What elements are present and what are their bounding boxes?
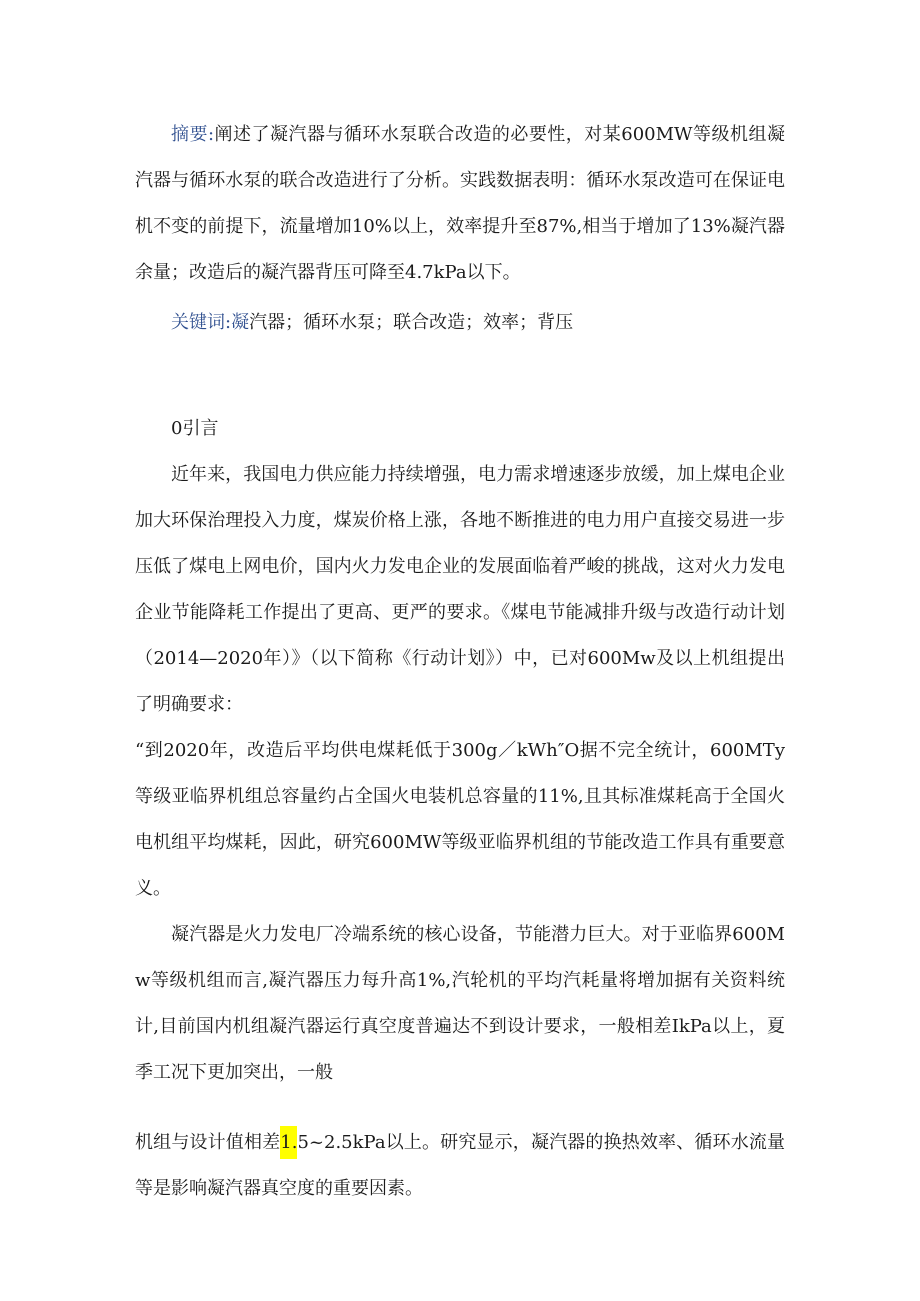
abstract-text: 阐述了凝汽器与循环水泵联合改造的必要性，对某600MW等级机组凝汽器与循环水泵的联合改造进行了分析。实践数据表明：循环水泵改造可在保证电机不变的前提下，流量增加10%以上，效率提升至87%,相当于增加了13%凝汽器余量；改造后的凝汽器背压可降至4.7kPa以下。 xyxy=(135,124,785,283)
abstract-label: 摘要: xyxy=(171,124,215,145)
abstract-paragraph xyxy=(135,112,785,296)
paragraph-gap xyxy=(135,1096,785,1120)
keywords-first-char: 凝 xyxy=(231,312,250,333)
body-paragraph-quote: “到2020年，改造后平均供电煤耗低于300g／kWh″O据不完全统计，600MTy等级亚临界机组总容量约占全国火电装机总容量的11%,且其标准煤耗高于全国火电机组平均煤耗，因此，研究600MW等级亚临界机组的节能改造工作具有重要意义。 xyxy=(135,740,785,899)
body-paragraph-1: 近年来，我国电力供应能力持续增强，电力需求增速逐步放缓，加上煤电企业加大环保治理投入力度，煤炭价格上涨，各地不断推进的电力用户直接交易进一步压低了煤电上网电价，国内火力发电企业的发展面临着严峻的挑战，这对火力发电企业节能降耗工作提出了更高、更严的要求。《煤电节能减排升级与改造行动计划（2014—2020年）》（以下简称《行动计划》）中，已对600Mw及以上机组提出了明确要求： xyxy=(135,464,785,715)
document-page xyxy=(135,112,785,1212)
highlighted-text: 1. xyxy=(280,1126,297,1159)
keywords-text: 汽器；循环水泵；联合改造；效率；背压 xyxy=(249,312,574,333)
body-paragraph-3: 凝汽器是火力发电厂冷端系统的核心设备，节能潜力巨大。对于亚临界600Mw等级机组而言,凝汽器压力每升高1%,汽轮机的平均汽耗量将增加据有关资料统计,目前国内机组凝汽器运行真空度普遍达不到设计要求，一般相差IkPa以上，夏季工况下更加突出，一般 xyxy=(135,924,785,1083)
body-paragraph-4 xyxy=(135,1120,785,1212)
keywords-label: 关键词: xyxy=(171,312,232,333)
last-paragraph-after: 5~2.5kPa以上。研究显示，凝汽器的换热效率、循环水流量等是影响凝汽器真空度的重要因素。 xyxy=(135,1132,786,1199)
last-paragraph-before: 机组与设计值相差 xyxy=(135,1132,281,1153)
section-heading: 0引言 xyxy=(171,418,219,439)
keywords-paragraph xyxy=(135,300,785,346)
